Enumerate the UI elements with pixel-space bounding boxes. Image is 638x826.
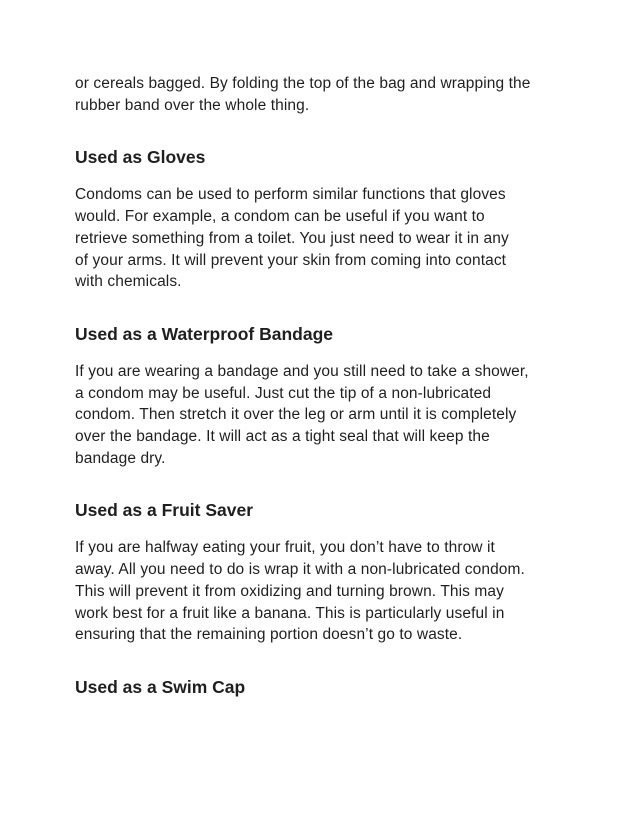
paragraph-line: of your arms. It will prevent your skin from coming into contact [75,251,507,269]
paragraph-line: bandage dry. [75,449,166,467]
paragraph-line: This will prevent it from oxidizing and turning brown. This may [75,582,504,600]
paragraph-line: condom. Then stretch it over the leg or arm until it is completely [75,406,517,424]
section-paragraph-gloves [75,184,575,293]
paragraph-line: with chemicals. [75,273,182,291]
section-heading-swim-cap: Used as a Swim Cap [75,676,246,697]
paragraph-line: work best for a fruit like a banana. This is particularly useful in [75,604,505,622]
paragraph-line: ensuring that the remaining portion doesn’t go to waste. [75,626,463,644]
intro-paragraph [75,73,575,116]
paragraph-line: If you are wearing a bandage and you still need to take a shower, [75,362,529,380]
section-heading-fruit-saver: Used as a Fruit Saver [75,500,253,521]
paragraph-line: away. All you need to do is wrap it with a non-lubricated condom. [75,561,525,579]
section-heading-waterproof-bandage: Used as a Waterproof Bandage [75,323,334,344]
paragraph-line: retrieve something from a toilet. You just need to wear it in any [75,229,509,247]
paragraph-line: would. For example, a condom can be useful if you want to [75,208,485,226]
paragraph-line: Condoms can be used to perform similar functions that gloves [75,186,506,204]
document-body [75,73,575,699]
paragraph-line: or cereals bagged. By folding the top of the bag and wrapping the [75,75,531,92]
paragraph-line: over the bandage. It will act as a tight seal that will keep the [75,428,490,446]
paragraph-line: rubber band over the whole thing. [75,96,310,114]
section-paragraph-fruit-saver [75,537,575,646]
paragraph-line: a condom may be useful. Just cut the tip of a non-lubricated [75,384,492,402]
paragraph-line: If you are halfway eating your fruit, you don’t have to throw it [75,539,495,557]
section-paragraph-waterproof-bandage [75,361,575,470]
section-heading-gloves: Used as Gloves [75,147,206,168]
